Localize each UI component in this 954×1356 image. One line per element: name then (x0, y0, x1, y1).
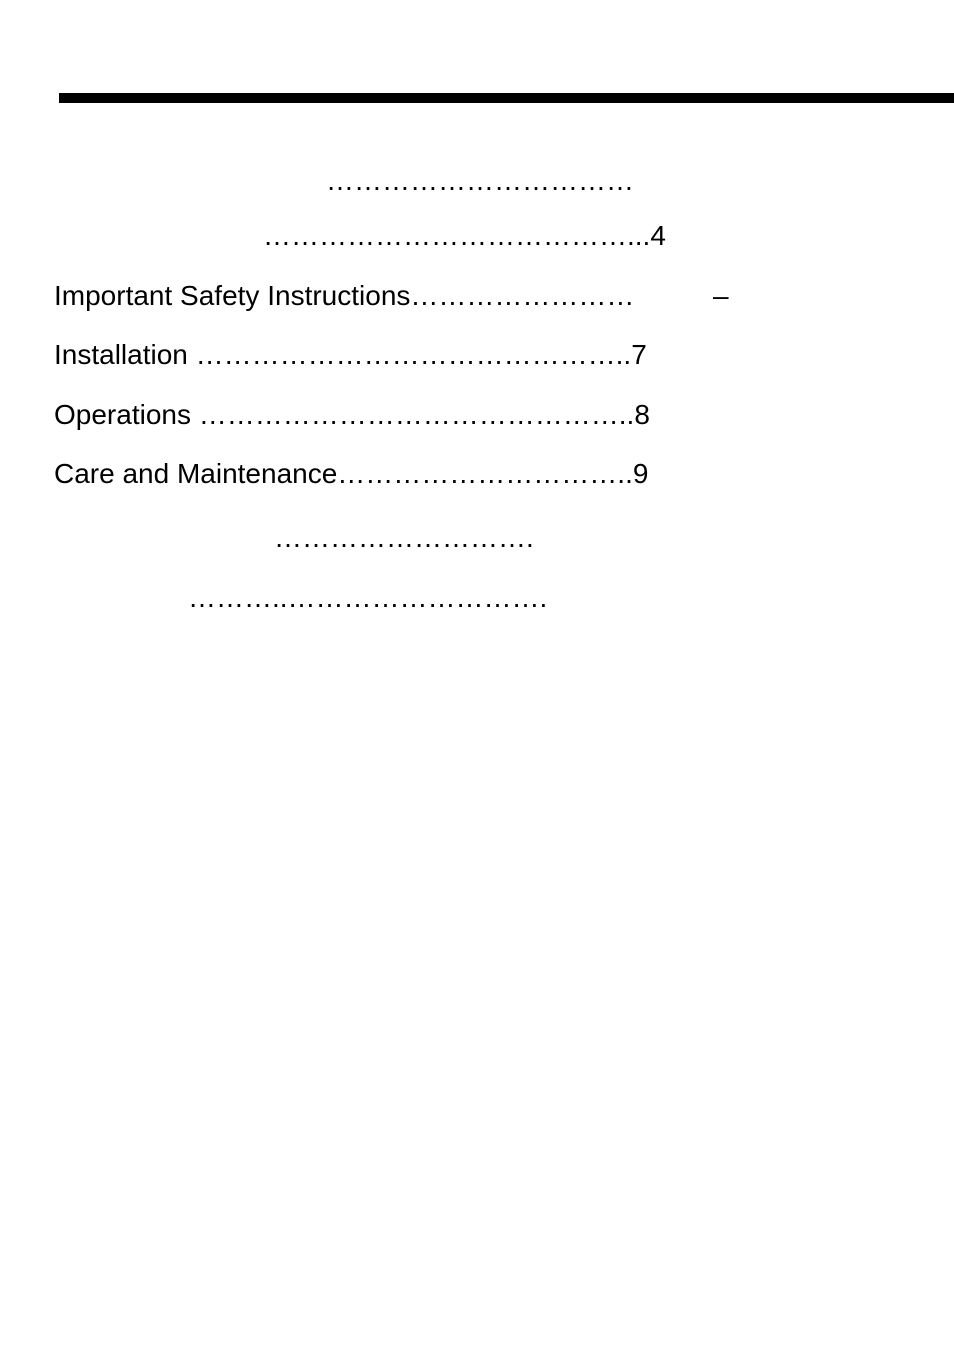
toc-entry[interactable] (54, 338, 647, 372)
toc-entry-leader: ……………………………………….. (198, 399, 635, 430)
page-range-dash: – (713, 280, 729, 311)
toc-entry-leader: …………………………………... (263, 220, 651, 251)
toc-entry-leader: …………………… (410, 280, 635, 311)
toc-entry-page: 8 (634, 399, 650, 430)
toc-entry[interactable] (54, 279, 634, 313)
toc-entry[interactable] (54, 457, 648, 491)
toc-entry[interactable] (263, 219, 666, 253)
toc-entry-label: Care and Maintenance (54, 458, 338, 489)
toc-entry-leader: …………………………… (326, 165, 634, 196)
toc-entry-page: 9 (632, 458, 649, 489)
toc-entry[interactable] (274, 521, 534, 555)
toc-entry[interactable] (326, 164, 634, 198)
toc-entry-label: Operations (54, 399, 199, 430)
toc-entry[interactable] (188, 581, 547, 615)
toc-entry-label: Installation (54, 339, 196, 370)
toc-entry-leader: ………..………………………. (188, 582, 548, 613)
toc-entry-leader: ………………………….. (337, 458, 633, 489)
toc-entry[interactable] (54, 398, 650, 432)
toc-entry-label: Important Safety Instructions (54, 280, 411, 311)
toc-entry-leader: ………………………. (274, 522, 534, 553)
toc-entry-leader: ……………………………………….. (195, 339, 632, 370)
toc-entry-page: 7 (631, 339, 647, 370)
toc-entry-page: 4 (650, 220, 666, 251)
